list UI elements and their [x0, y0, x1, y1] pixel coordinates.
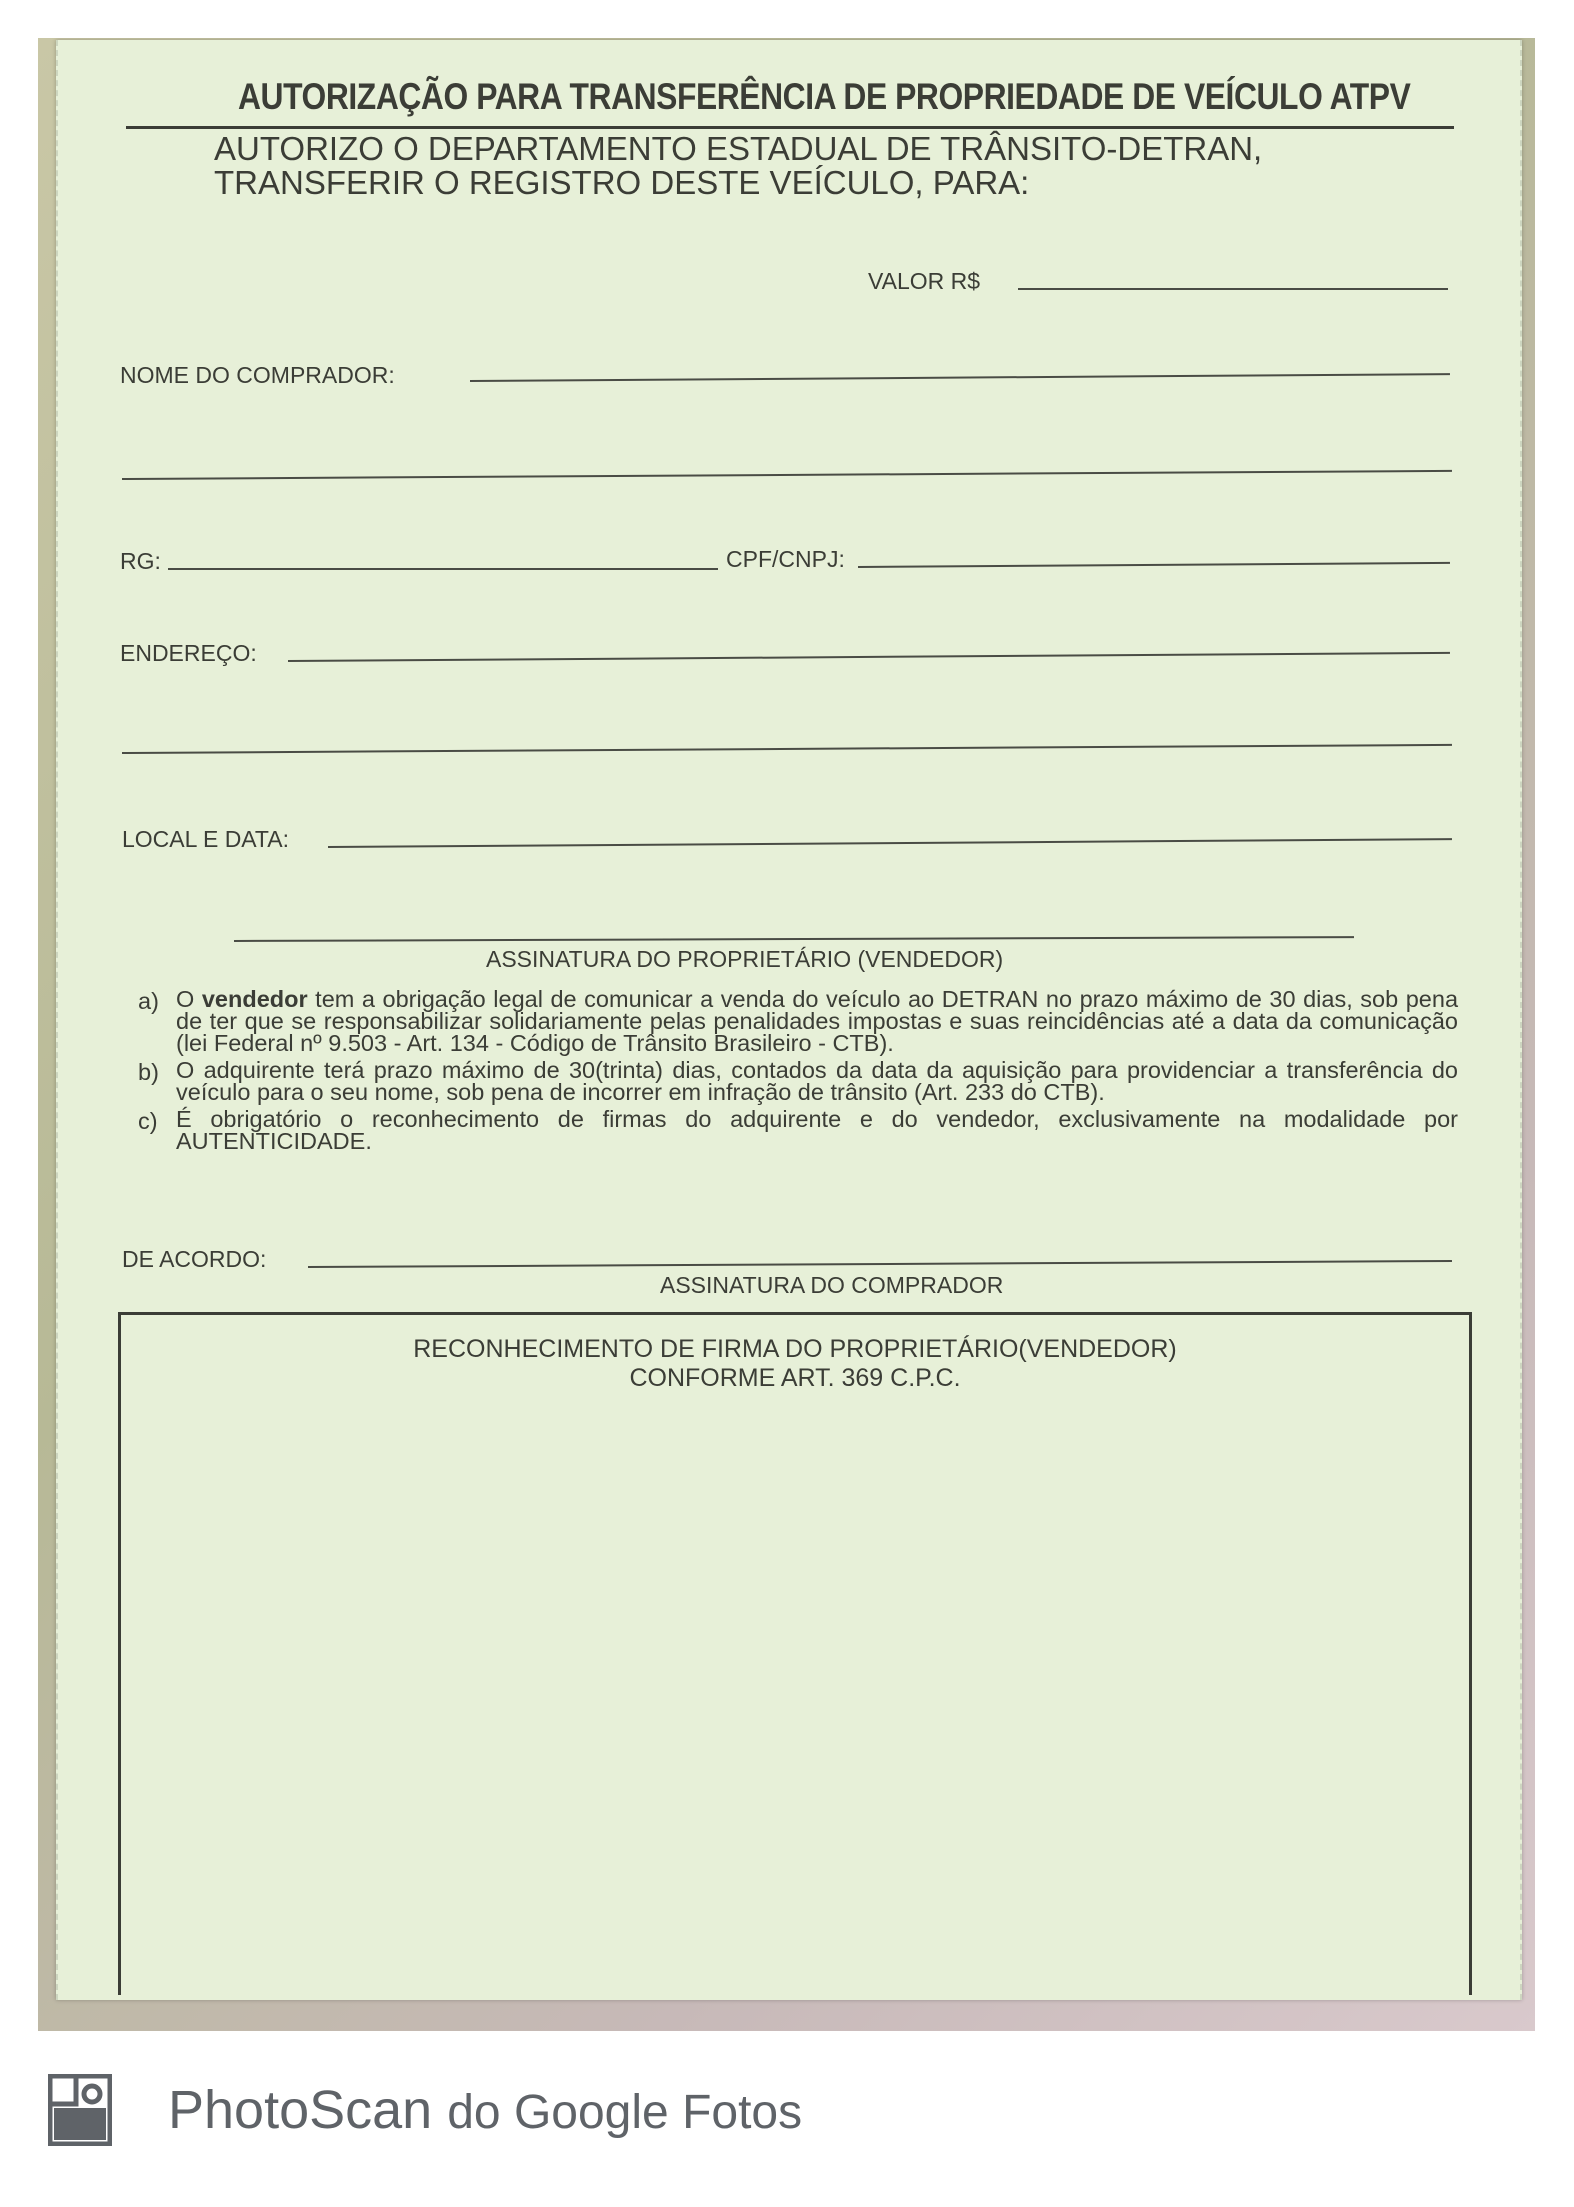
box-title — [121, 1335, 1469, 1393]
place-date-label: LOCAL E DATA: — [122, 826, 290, 852]
seller-signature-caption: ASSINATURA DO PROPRIETÁRIO (VENDEDOR) — [486, 946, 1004, 972]
rg-label: RG: — [120, 548, 161, 574]
seller-signature-line — [234, 936, 1354, 942]
intro-line-2: TRANSFERIR O REGISTRO DESTE VEÍCULO, PARA: — [214, 164, 1030, 201]
clause-c — [138, 1108, 1458, 1152]
valor-label: VALOR R$ — [868, 268, 981, 294]
signature-recognition-box — [118, 1312, 1472, 1995]
clause-letter: c) — [138, 1108, 158, 1134]
clause-body: O adquirente terá prazo máximo de 30(trinta) dias, contados da data da aquisição para providenciar a transferência do veículo para o seu nome, sob pena de incorrer em infração de trânsito (Art. 233 do CTB). — [176, 1057, 1458, 1105]
clause-letter: b) — [138, 1059, 159, 1085]
buyer-signature-line — [308, 1260, 1452, 1268]
scanned-photo — [38, 38, 1535, 2031]
clause-a — [138, 988, 1458, 1054]
atpv-form — [56, 40, 1522, 2000]
clause-a-text: tem a obrigação legal de comunicar a venda do veículo ao DETRAN no prazo máximo de 30 dias, sob pena de ter que se responsabilizar solidariamente pelas penalidades impostas e suas reincidências até a data da comunicação (lei Federal nº 9.503 - Art. 134 - Código de Trânsito Brasileiro - CTB). — [176, 986, 1459, 1056]
address-line-2 — [122, 744, 1452, 754]
form-title: AUTORIZAÇÃO PARA TRANSFERÊNCIA DE PROPRIEDADE DE VEÍCULO ATPV — [238, 76, 1411, 117]
address-label: ENDEREÇO: — [120, 640, 257, 666]
clause-a-bold: vendedor — [201, 986, 308, 1012]
legal-clauses — [138, 988, 1458, 1157]
photoscan-brand: PhotoScan — [168, 2080, 433, 2140]
buyer-name-line-2 — [122, 470, 1452, 480]
address-line-1 — [288, 652, 1450, 662]
agreement-label: DE ACORDO: — [122, 1246, 267, 1272]
cpf-cnpj-line — [858, 562, 1450, 568]
buyer-name-label: NOME DO COMPRADOR: — [120, 362, 395, 388]
photoscan-brand-text — [168, 2079, 802, 2141]
authorization-text — [214, 132, 1262, 200]
place-date-line — [328, 838, 1452, 848]
rg-line — [168, 568, 718, 570]
box-title-line-1: RECONHECIMENTO DE FIRMA DO PROPRIETÁRIO(VENDEDOR) — [413, 1335, 1177, 1363]
photoscan-footer — [48, 2070, 802, 2150]
photoscan-icon — [48, 2074, 112, 2146]
buyer-name-line-1 — [470, 373, 1450, 382]
valor-line — [1018, 288, 1448, 290]
cpf-cnpj-label: CPF/CNPJ: — [726, 546, 845, 572]
clause-body: É obrigatório o reconhecimento de firmas do adquirente e do vendedor, exclusivamente na modalidade por AUTENTICIDADE. — [176, 1106, 1458, 1154]
intro-line-1: AUTORIZO O DEPARTAMENTO ESTADUAL DE TRÂNSITO-DETRAN, — [214, 130, 1263, 167]
photoscan-suffix: do Google Fotos — [447, 2086, 803, 2139]
buyer-signature-caption: ASSINATURA DO COMPRADOR — [660, 1272, 1004, 1298]
title-underline — [126, 126, 1454, 129]
clause-body — [176, 988, 1458, 1054]
box-title-line-2: CONFORME ART. 369 C.P.C. — [629, 1364, 961, 1392]
clause-b — [138, 1059, 1458, 1103]
clause-a-prefix: O — [176, 986, 202, 1012]
clause-letter: a) — [138, 988, 159, 1014]
